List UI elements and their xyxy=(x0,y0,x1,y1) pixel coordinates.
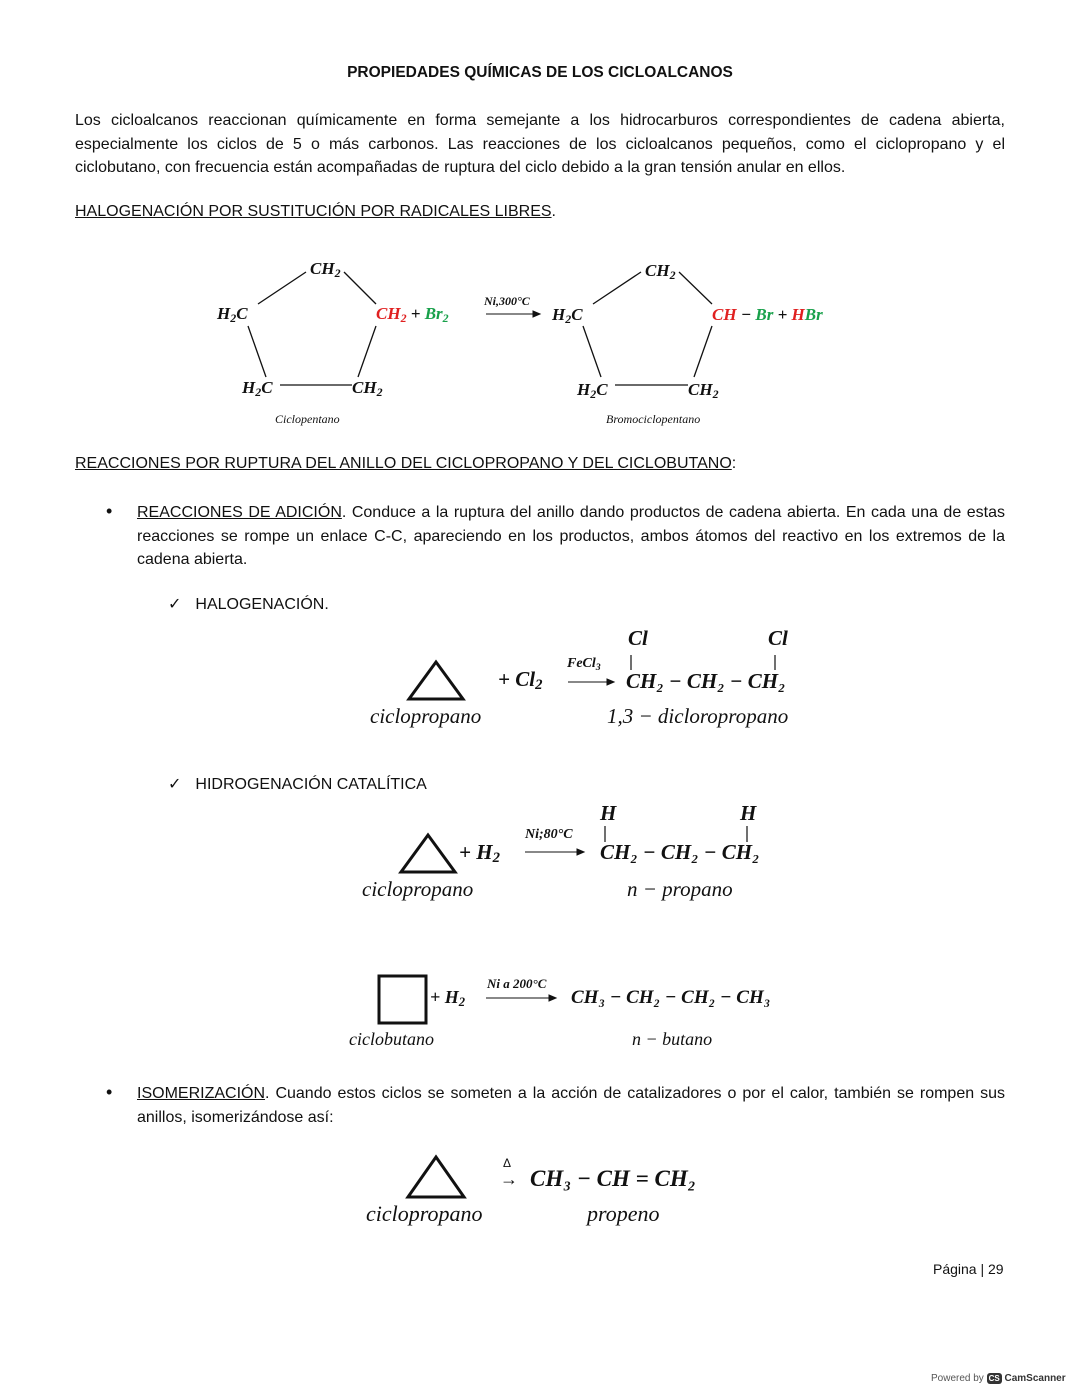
ni-200-catalyst: Ni a 200°C xyxy=(487,976,547,991)
fecl3-catalyst: FeCl$_3$ xyxy=(567,656,601,673)
ch2-top-right: $CH_2$ xyxy=(645,261,676,282)
reaction-arrow xyxy=(486,311,540,317)
bond xyxy=(344,272,376,304)
reaction1-condition: Ni,300°C xyxy=(484,294,530,308)
arrow-head xyxy=(549,995,556,1001)
h2c-bottom-right: $H_2C$ xyxy=(577,380,608,401)
bond xyxy=(248,326,266,377)
chlorination-reagent: + $Cl_2$ xyxy=(498,667,543,693)
bond xyxy=(583,326,601,377)
cl-top-left: Cl xyxy=(628,626,648,650)
check-halogenation: ✓ HALOGENACIÓN. xyxy=(168,596,329,613)
cyclopropane-triangle-1 xyxy=(409,662,463,699)
cyclopropane-name-2: ciclopropano xyxy=(362,877,474,901)
check-icon: ✓ xyxy=(168,776,182,793)
addition-paragraph: REACCIONES DE ADICIÓN. Conduce a la ruptura del anillo dando productos de cadena abierta. En cada una de estas reacciones se rompe un enlace C-C, apareciendo en los productos, ambos átomos del reactivo en los extremos de la cadena abierta. xyxy=(137,504,1005,568)
h-top-right: H xyxy=(740,801,757,825)
cyclopropane-triangle-3 xyxy=(408,1157,464,1197)
cyclopropane-triangle-2 xyxy=(401,835,455,872)
bond xyxy=(258,272,306,304)
hydrogenation-reagent: + $H_2$ xyxy=(459,840,500,866)
propane-chain: CH₂ − CH₂ − CH₂ xyxy=(600,840,760,864)
bullet-isomerization: • xyxy=(106,1082,113,1102)
ch-br-product: CH − Br + HBr xyxy=(712,305,823,324)
h2c-right: $H_2C$ xyxy=(552,305,583,326)
delta-symbol: Δ xyxy=(503,1156,512,1170)
butane-name: n − butano xyxy=(632,1029,713,1049)
cyclobutane-reagent: + $H_2$ xyxy=(430,987,466,1009)
bromocyclopentane-name: Bromociclopentano xyxy=(606,412,701,426)
arrow-symbol: → xyxy=(500,1169,518,1189)
ch2-reacting-site: $CH_2 + Br_2$ xyxy=(376,304,449,325)
ch2-top-left: $CH_2$ xyxy=(310,259,341,280)
ni-80-catalyst: Ni;80°C xyxy=(525,827,573,842)
bond xyxy=(593,272,641,304)
cyclobutane-arrow xyxy=(486,995,556,1001)
check-icon: ✓ xyxy=(168,596,182,613)
hydrogenation-arrow xyxy=(525,849,584,855)
page-title: PROPIEDADES QUÍMICAS DE LOS CICLOALCANOS xyxy=(347,64,733,81)
bond xyxy=(679,272,712,304)
cyclopropane-name-3: ciclopropano xyxy=(366,1201,483,1226)
camscanner-logo: CS xyxy=(988,1374,1000,1383)
dichloropropane-name: 1,3 − dicloropropano xyxy=(607,704,789,728)
dichloropropane-chain: CH₂ − CH₂ − CH₂ xyxy=(626,669,786,693)
arrow-head xyxy=(607,679,614,685)
propane-name: n − propano xyxy=(627,877,733,901)
h-top-left: H xyxy=(600,801,617,825)
page-number: Página | 29 xyxy=(933,1261,1004,1277)
cyclopentane-ring xyxy=(248,272,376,385)
h2c-bottom-left: $H_2C$ xyxy=(242,378,273,399)
cyclopentane-name: Ciclopentano xyxy=(275,412,340,426)
isomerization-paragraph: ISOMERIZACIÓN. Cuando estos ciclos se someten a la acción de catalizadores o por el calor, también se rompen sus anillos, isomerizándose así: xyxy=(137,1085,1005,1126)
chlorination-arrow xyxy=(568,679,614,685)
arrow-head xyxy=(577,849,584,855)
cyclobutane-square xyxy=(379,976,426,1023)
arrow-head xyxy=(533,311,540,317)
cyclopropane-name-1: ciclopropano xyxy=(370,704,482,728)
ch2-bottom-right-product: $CH_2$ xyxy=(688,380,719,401)
ch2-bottom-right: $CH_2$ xyxy=(352,378,383,399)
section-heading-ring-opening: REACCIONES POR RUPTURA DEL ANILLO DEL CICLOPROPANO Y DEL CICLOBUTANO: xyxy=(75,455,737,472)
propene-name: propeno xyxy=(587,1201,660,1226)
butane-chain: CH₃ − CH₂ − CH₂ − CH₃ xyxy=(571,987,771,1008)
cyclobutane-name: ciclobutano xyxy=(349,1029,434,1049)
intro-paragraph: Los cicloalcanos reaccionan químicamente en forma semejante a los hidrocarburos correspondientes de cadena abierta, especialmente los ciclos de 5 o más carbonos. Las reacciones de los cicloalcanos pequeños, como el ciclopropano y el ciclobutano, con frecuencia están acompañadas de ruptura del ciclo debido a la gran tensión anular en ellos. xyxy=(75,112,1005,176)
h2c-left: $H_2C$ xyxy=(217,304,248,325)
camscanner-footer: Powered by CS CamScanner xyxy=(931,1373,1066,1385)
bond xyxy=(358,326,376,377)
bond xyxy=(694,326,712,377)
cl-top-right: Cl xyxy=(768,626,788,650)
bullet-addition: • xyxy=(106,501,113,521)
check-hydrogenation: ✓ HIDROGENACIÓN CATALÍTICA xyxy=(168,776,427,793)
bromocyclopentane-ring xyxy=(583,272,712,385)
section-heading-halogenation: HALOGENACIÓN POR SUSTITUCIÓN POR RADICALES LIBRES. xyxy=(75,203,556,220)
propene-formula: CH₃ − CH = CH₂ xyxy=(530,1166,696,1191)
